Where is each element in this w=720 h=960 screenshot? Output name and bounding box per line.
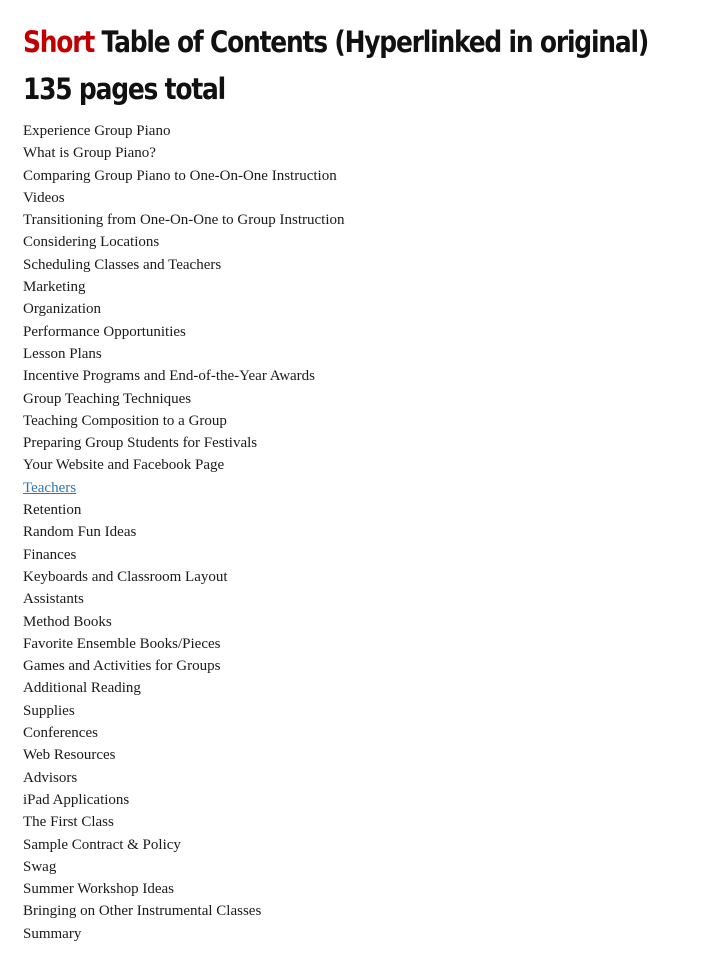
toc-link[interactable]: Web Resources bbox=[23, 747, 116, 764]
toc-item bbox=[23, 767, 720, 789]
toc-link[interactable]: Organization bbox=[23, 301, 102, 318]
toc-item bbox=[23, 811, 720, 833]
toc-item bbox=[23, 611, 720, 633]
toc-link[interactable]: Swag bbox=[23, 858, 57, 875]
toc-item bbox=[23, 544, 720, 566]
toc-item bbox=[23, 254, 720, 276]
toc-link[interactable]: Summer Workshop Ideas bbox=[23, 881, 174, 898]
toc-item bbox=[23, 722, 720, 744]
table-of-contents bbox=[23, 120, 720, 945]
toc-item bbox=[23, 633, 720, 655]
toc-item bbox=[23, 343, 720, 365]
toc-item bbox=[23, 142, 720, 164]
toc-link[interactable]: Method Books bbox=[23, 613, 112, 630]
toc-item bbox=[23, 499, 720, 521]
toc-item bbox=[23, 120, 720, 142]
toc-item bbox=[23, 566, 720, 588]
toc-item bbox=[23, 655, 720, 677]
toc-item bbox=[23, 923, 720, 945]
page-title bbox=[23, 22, 649, 62]
toc-link[interactable]: Sample Contract & Policy bbox=[23, 836, 181, 853]
toc-link[interactable]: Marketing bbox=[23, 279, 86, 296]
toc-link[interactable]: Conferences bbox=[23, 725, 98, 742]
toc-item bbox=[23, 700, 720, 722]
toc-link[interactable]: Incentive Programs and End-of-the-Year Awards bbox=[23, 368, 316, 385]
toc-item bbox=[23, 834, 720, 856]
toc-link[interactable]: Bringing on Other Instrumental Classes bbox=[23, 903, 262, 920]
toc-link[interactable]: Random Fun Ideas bbox=[23, 524, 137, 541]
toc-item bbox=[23, 856, 720, 878]
toc-link-teachers[interactable]: Teachers bbox=[23, 479, 77, 496]
toc-item bbox=[23, 209, 720, 231]
toc-link[interactable]: Performance Opportunities bbox=[23, 323, 186, 340]
toc-link[interactable]: The First Class bbox=[23, 814, 114, 831]
toc-link[interactable]: Group Teaching Techniques bbox=[23, 390, 192, 407]
toc-item bbox=[23, 521, 720, 543]
toc-item bbox=[23, 677, 720, 699]
toc-item bbox=[23, 276, 720, 298]
toc-item bbox=[23, 432, 720, 454]
toc-link[interactable]: Teaching Composition to a Group bbox=[23, 412, 227, 429]
toc-link[interactable]: Preparing Group Students for Festivals bbox=[23, 435, 258, 452]
toc-item bbox=[23, 410, 720, 432]
toc-item bbox=[23, 789, 720, 811]
toc-link[interactable]: Assistants bbox=[23, 591, 84, 608]
toc-item bbox=[23, 365, 720, 387]
toc-item bbox=[23, 900, 720, 922]
toc-link[interactable]: Considering Locations bbox=[23, 234, 160, 251]
toc-link[interactable]: Games and Activities for Groups bbox=[23, 658, 221, 675]
toc-link[interactable]: Advisors bbox=[23, 769, 78, 786]
page-count-subtitle: 135 pages total bbox=[23, 72, 226, 106]
toc-link[interactable]: Summary bbox=[23, 925, 82, 942]
toc-link[interactable]: Your Website and Facebook Page bbox=[23, 457, 225, 474]
toc-item bbox=[23, 187, 720, 209]
toc-item bbox=[23, 298, 720, 320]
toc-link[interactable]: Experience Group Piano bbox=[23, 123, 171, 139]
toc-link[interactable]: Comparing Group Piano to One-On-One Instruction bbox=[23, 167, 337, 184]
title-rest: Table of Contents (Hyperlinked in original) bbox=[94, 25, 649, 59]
toc-link[interactable]: Lesson Plans bbox=[23, 345, 102, 362]
toc-link[interactable]: Favorite Ensemble Books/Pieces bbox=[23, 635, 221, 652]
toc-item bbox=[23, 744, 720, 766]
toc-link[interactable]: Keyboards and Classroom Layout bbox=[23, 568, 228, 585]
title-accent-word: Short bbox=[23, 25, 95, 59]
toc-item bbox=[23, 588, 720, 610]
toc-link[interactable]: Videos bbox=[23, 189, 65, 206]
toc-link[interactable]: Finances bbox=[23, 546, 77, 563]
toc-link[interactable]: iPad Applications bbox=[23, 791, 130, 808]
toc-item bbox=[23, 878, 720, 900]
toc-link[interactable]: Retention bbox=[23, 502, 82, 519]
toc-item bbox=[23, 454, 720, 476]
toc-link[interactable]: Additional Reading bbox=[23, 680, 141, 697]
toc-item bbox=[23, 388, 720, 410]
toc-link[interactable]: Scheduling Classes and Teachers bbox=[23, 256, 222, 273]
toc-link[interactable]: What is Group Piano? bbox=[23, 145, 156, 162]
toc-link[interactable]: Supplies bbox=[23, 702, 75, 719]
toc-item bbox=[23, 477, 720, 499]
toc-item bbox=[23, 231, 720, 253]
toc-item bbox=[23, 165, 720, 187]
toc-link[interactable]: Transitioning from One-On-One to Group Instruction bbox=[23, 212, 345, 229]
toc-item bbox=[23, 321, 720, 343]
